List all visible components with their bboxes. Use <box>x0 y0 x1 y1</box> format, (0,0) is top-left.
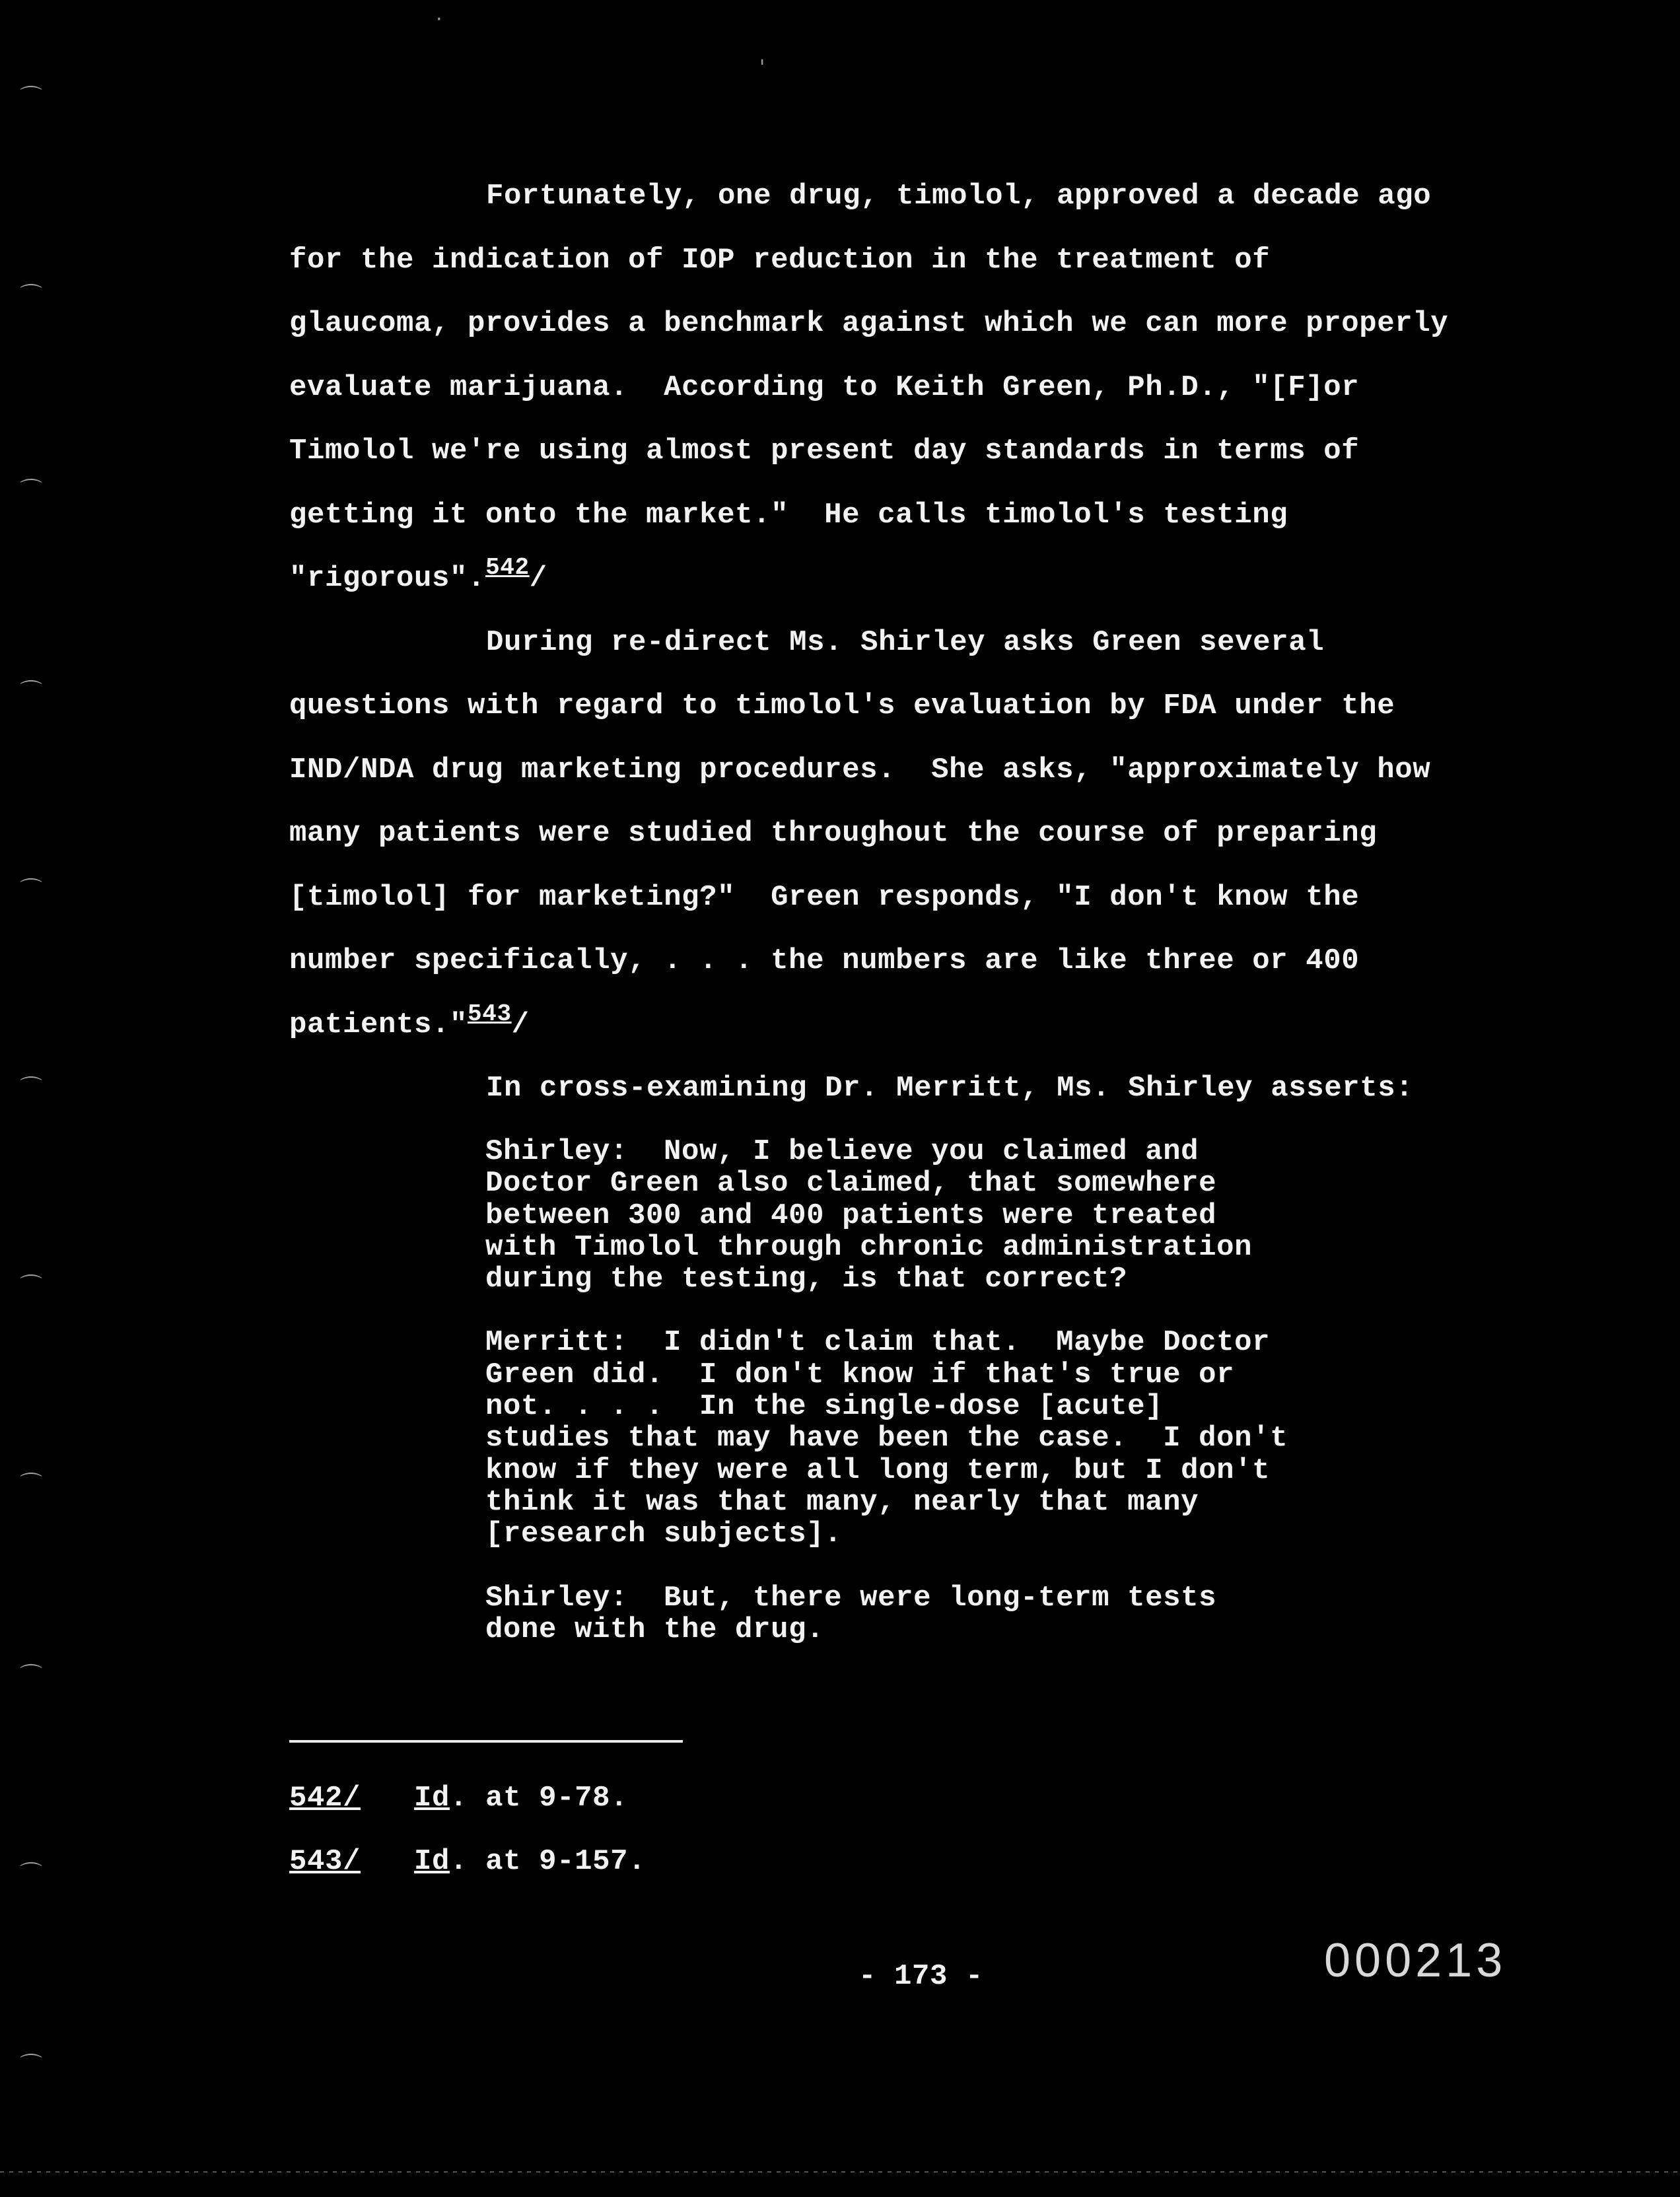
scan-mark: ' <box>759 56 765 79</box>
scan-mark: ⌒ <box>20 1075 42 1101</box>
body-text <box>289 164 1610 1121</box>
scan-mark: ⌒ <box>20 85 42 111</box>
footnote-divider <box>289 1740 683 1743</box>
paragraph-redirect <box>289 611 1610 1057</box>
quote-line: not. . . . In the single-dose [acute] <box>485 1390 1164 1424</box>
scan-mark: ⌒ <box>20 1471 42 1498</box>
footnote-reference-543: 543 <box>468 1000 512 1028</box>
scan-mark: ⌒ <box>20 877 42 903</box>
text-line: [timolol] for marketing?" Green responds, "I don't know the <box>289 880 1360 914</box>
text-line: During re-direct Ms. Shirley asks Green several <box>486 625 1325 659</box>
bates-number: 000213 <box>1324 1934 1507 1987</box>
text-line: number specifically, . . . the numbers are like three or 400 <box>289 944 1360 977</box>
text-line: many patients were studied throughout the course of preparing <box>289 817 1378 850</box>
text-line: In cross-examining Dr. Merritt, Ms. Shirley asserts: <box>486 1072 1414 1105</box>
scan-edge-line <box>0 2171 1680 2173</box>
quote-line: [research subjects]. <box>485 1517 843 1551</box>
block-quote <box>485 1136 1476 1646</box>
text-line: getting it onto the market." He calls timolol's testing <box>289 498 1288 532</box>
footnote-id: Id <box>414 1782 450 1815</box>
footnote-slash: / <box>511 1008 530 1041</box>
quote-line: Doctor Green also claimed, that somewhere <box>485 1167 1217 1201</box>
text-line <box>289 547 1610 611</box>
quote-line: Green did. I don't know if that's true or <box>485 1358 1235 1391</box>
text-line: for the indication of IOP reduction in the treatment of <box>289 243 1271 277</box>
scan-mark: ⌒ <box>20 1861 42 1887</box>
quote-line: Shirley: But, there were long-term tests <box>485 1581 1217 1615</box>
scan-mark: ⌒ <box>20 283 42 309</box>
footnote-reference-542: 542 <box>485 554 530 581</box>
quote-shirley-2 <box>485 1582 1476 1646</box>
scan-mark: ⌒ <box>20 2052 42 2079</box>
text-line: evaluate marijuana. According to Keith Green, Ph.D., "[F]or <box>289 370 1360 404</box>
text-line <box>289 993 1610 1057</box>
quote-line: studies that may have been the case. I don't <box>485 1422 1288 1455</box>
footnote-number: 542/ <box>289 1782 361 1815</box>
footnote-543 <box>289 1830 646 1893</box>
scan-mark: ⌒ <box>20 679 42 705</box>
text-fragment: patients." <box>289 1008 468 1041</box>
text-line: questions with regard to timolol's evaluation by FDA under the <box>289 689 1395 722</box>
footnote-id: Id <box>414 1845 450 1878</box>
text-fragment: "rigorous". <box>289 562 486 595</box>
footnote-542 <box>289 1766 646 1830</box>
quote-line: with Timolol through chronic administration <box>485 1230 1253 1264</box>
quote-line: between 300 and 400 patients were treated <box>485 1199 1217 1232</box>
quote-line: done with the drug. <box>485 1613 825 1646</box>
quote-merritt <box>485 1327 1476 1550</box>
quote-shirley-1 <box>485 1136 1476 1295</box>
quote-line: think it was that many, nearly that many <box>485 1485 1199 1519</box>
scan-mark: · <box>436 8 442 31</box>
text-line: IND/NDA drug marketing procedures. She asks, "approximately how <box>289 753 1431 786</box>
scan-mark: ⌒ <box>20 1273 42 1300</box>
quote-line: Shirley: Now, I believe you claimed and <box>485 1135 1199 1168</box>
page-number: - 173 - <box>858 1960 984 1993</box>
footnote-text: . at 9-157. <box>450 1845 647 1878</box>
quote-line: during the testing, is that correct? <box>485 1263 1128 1296</box>
text-line: glaucoma, provides a benchmark against which we can more properly <box>289 307 1449 340</box>
footnote-text: . at 9-78. <box>450 1782 629 1815</box>
footnote-slash: / <box>529 562 547 595</box>
scan-mark: ⌒ <box>20 477 42 504</box>
quote-line: know if they were all long term, but I don't <box>485 1453 1271 1487</box>
text-line: Timolol we're using almost present day standards in terms of <box>289 435 1360 468</box>
text-line: Fortunately, one drug, timolol, approved a decade ago <box>486 180 1432 213</box>
quote-line: Merritt: I didn't claim that. Maybe Doctor <box>485 1326 1271 1360</box>
paragraph-timolol-benchmark <box>289 164 1610 611</box>
footnotes <box>289 1766 646 1893</box>
scan-mark: ⌒ <box>20 1663 42 1689</box>
paragraph-cross-examining <box>289 1057 1610 1121</box>
footnote-number: 543/ <box>289 1845 361 1878</box>
